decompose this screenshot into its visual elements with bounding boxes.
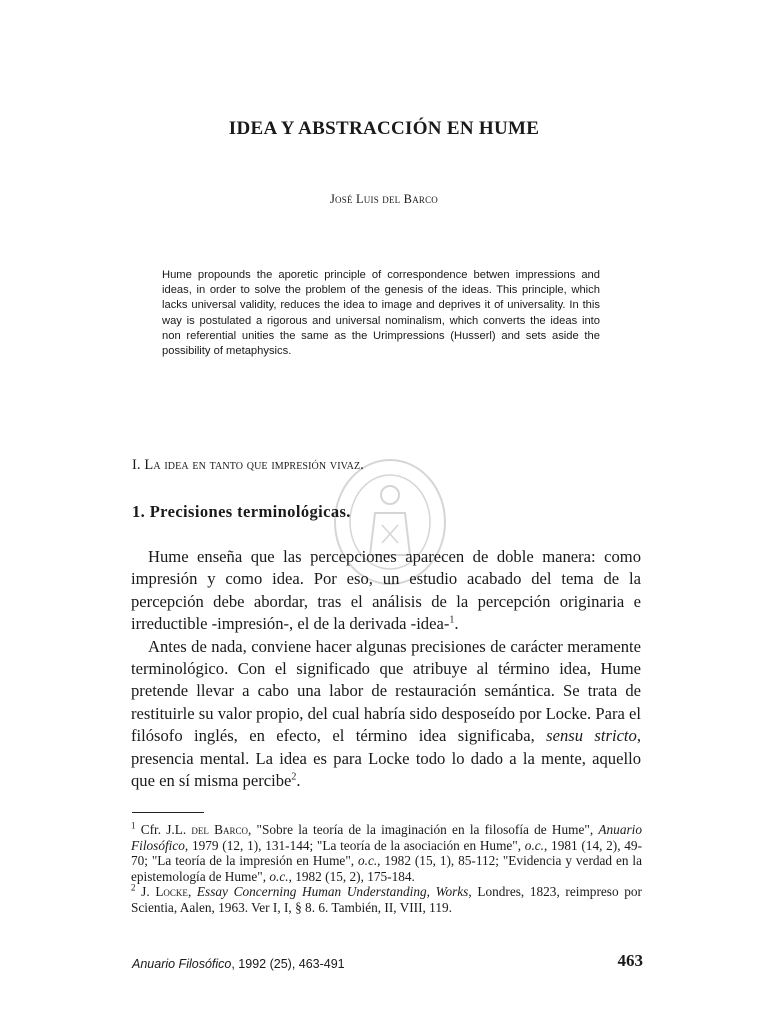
footnote-1-number: 1 bbox=[131, 820, 136, 831]
footnote-1-oc: o.c. bbox=[269, 868, 289, 884]
footnote-1-text: , 1982 (15, 2), 175-184. bbox=[288, 868, 415, 884]
article-abstract: Hume propounds the aporetic principle of correspondence betwen impressions and ideas, in order to solve the problem of the genesis of the ideas. This principle, which lacks universal validity, reduces the idea to image and deprives it of universality. In this way is postulated a rigorous and universal nominalism, which converts the ideas into non referential unities the same as the Urimpressions (Husserl) and sets aside the possibility of metaphysics. bbox=[162, 269, 600, 358]
section-heading: I. La idea en tanto que impresión vivaz. bbox=[132, 457, 364, 473]
footnote-1-oc: o.c. bbox=[357, 853, 378, 869]
footnotes bbox=[131, 822, 642, 916]
article-title: IDEA Y ABSTRACCIÓN EN HUME bbox=[228, 118, 540, 139]
journal-citation bbox=[132, 957, 345, 971]
paragraph-1 bbox=[131, 546, 641, 636]
footnote-divider bbox=[132, 812, 204, 813]
footnote-1-oc: o.c. bbox=[524, 837, 544, 853]
footnote-2-text: , bbox=[187, 884, 197, 900]
footnote-1-author: del Barco bbox=[191, 822, 249, 837]
journal-volume: , 1992 (25), 463-491 bbox=[231, 957, 345, 971]
paragraph-2 bbox=[131, 636, 641, 793]
paragraph-1-end: . bbox=[454, 614, 459, 634]
subsection-heading: 1. Precisiones terminológicas. bbox=[132, 502, 351, 521]
footnote-1-text: , 1981 (14, 2), 49-70; "La teoría de la impresión en Hume", bbox=[131, 837, 642, 869]
footnote-2-number: 2 bbox=[131, 882, 136, 893]
footnote-1 bbox=[131, 822, 642, 884]
paragraph-1-text: Hume enseña que las percepciones aparecen de doble manera: como impresión y como idea. Por eso, un estudio acabado del tema de la percepción debe abordar, tras el análisis de la percepción originaria e irreductible -impresión-, el de la derivada -idea- bbox=[131, 547, 641, 634]
footnote-1-text: , "Sobre la teoría de la imaginación en la filosofía de Hume", bbox=[248, 822, 599, 837]
footnote-2-work-title: Essay Concerning Human Understanding, Works bbox=[196, 884, 469, 900]
footnote-2-text: J. bbox=[135, 884, 156, 900]
paragraph-2-italic: sensu stricto bbox=[546, 726, 637, 746]
footnote-1-text: , 1979 (12, 1), 131-144; "La teoría de la asociación en Hume", bbox=[184, 837, 525, 853]
footnote-1-journal: Anuario Filosófico bbox=[131, 822, 642, 853]
page-number: 463 bbox=[617, 951, 643, 970]
footnote-2 bbox=[131, 884, 642, 915]
footnote-1-text: Cfr. J.L. bbox=[135, 822, 192, 837]
footnote-ref-2[interactable]: 2 bbox=[291, 771, 297, 783]
paragraph-2-text-b: , presencia mental. La idea es para Locke todo lo dado a la mente, aquello que en sí misma percibe bbox=[131, 726, 641, 791]
footnote-ref-1[interactable]: 1 bbox=[449, 614, 455, 626]
paragraph-2-end: . bbox=[296, 771, 301, 791]
article-author: José Luis del Barco bbox=[329, 192, 439, 206]
footnote-1-text: , 1982 (15, 1), 85-112; "Evidencia y verdad en la epistemología de Hume", bbox=[131, 853, 642, 884]
body-text bbox=[131, 546, 641, 792]
journal-name: Anuario Filosófico bbox=[132, 957, 232, 971]
footnote-2-text: , Londres, 1823, reimpreso por Scientia, Aalen, 1963. Ver I, I, § 8. 6. También, II, VIII, 119. bbox=[131, 884, 642, 915]
footnote-2-author: Locke bbox=[155, 884, 188, 900]
paragraph-2-text-a: Antes de nada, conviene hacer algunas precisiones de carácter meramente terminológico. Con el significado que atribuye al término idea, Hume pretende llevar a cabo una labor de restauración semántica. Se trata de restituirle su valor propio, del cual habría sido desposeído por Locke. Para el filósofo inglés, en efecto, el término idea significaba, bbox=[131, 636, 641, 746]
